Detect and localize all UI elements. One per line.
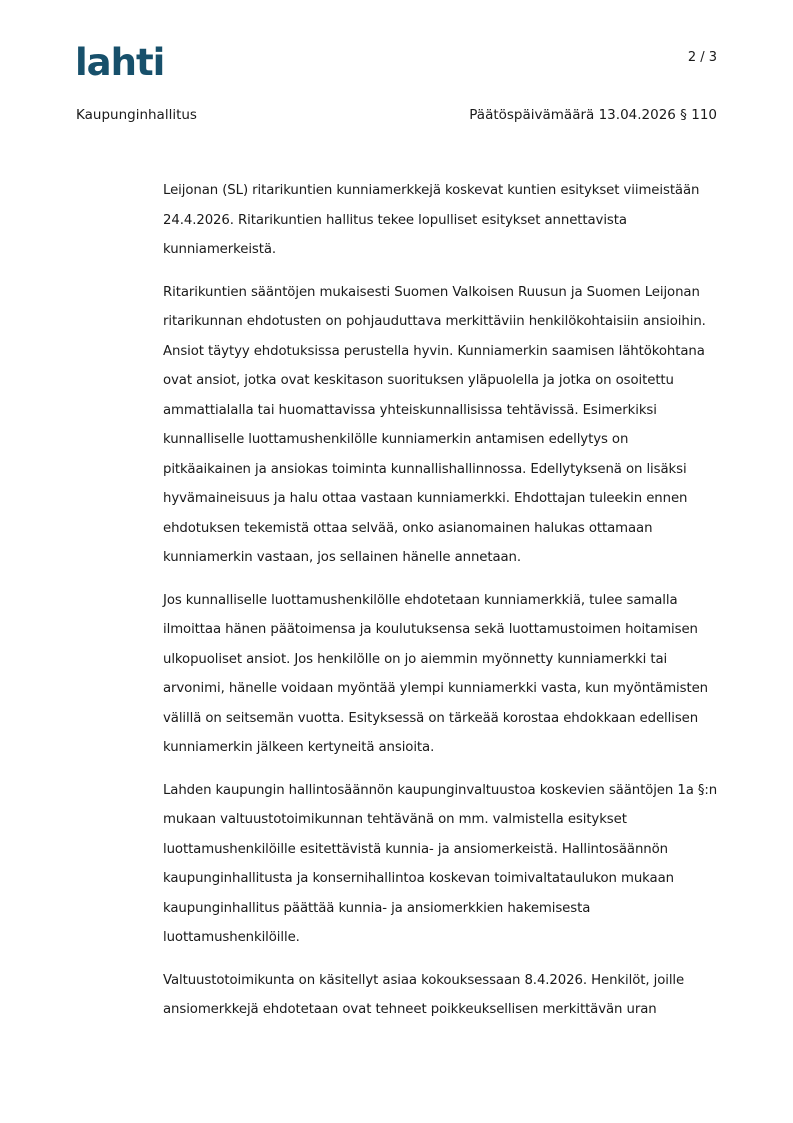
paragraph-line: pitkäaikainen ja ansiokas toiminta kunnallishallinnossa. Edellytyksenä on lisäksi: [163, 461, 687, 477]
document-body: [163, 176, 723, 1038]
paragraph-line: kunniamerkeistä.: [163, 242, 277, 257]
body-paragraph: [163, 278, 723, 573]
paragraph-line: kunniamerkin vastaan, jos sellainen hänelle annetaan.: [163, 550, 522, 565]
paragraph-line: arvonimi, hänelle voidaan myöntää ylempi kunniamerkki vasta, kun myöntämisten: [163, 681, 709, 696]
lahti-logo: lahti: [75, 41, 165, 84]
body-paragraph: [163, 586, 723, 763]
organization-name: Kaupunginhallitus: [76, 107, 197, 123]
paragraph-line: Leijonan (SL) ritarikuntien kunniamerkkejä koskevat kuntien esitykset viimeistään: [163, 183, 700, 198]
paragraph-line: kunniamerkin jälkeen kertyneitä ansioita.: [163, 740, 435, 755]
paragraph-line: kunnalliselle luottamushenkilölle kunniamerkin antamisen edellytys on: [163, 432, 629, 447]
paragraph-line: Lahden kaupungin hallintosäännön kaupunginvaltuustoa koskevien sääntöjen 1a §:n: [163, 782, 718, 798]
paragraph-line: mukaan valtuustotoimikunnan tehtävänä on mm. valmistella esitykset: [163, 812, 627, 827]
paragraph-line: ehdotuksen tekemistä ottaa selvää, onko asianomainen halukas ottamaan: [163, 520, 653, 536]
page-number: 2 / 3: [687, 50, 717, 65]
paragraph-line: ovat ansiot, jotka ovat keskitason suorituksen yläpuolella ja jotka on osoitettu: [163, 373, 674, 388]
paragraph-line: Valtuustotoimikunta on käsitellyt asiaa kokouksessaan 8.4.2026. Henkilöt, joille: [163, 972, 685, 988]
paragraph-line: 24.4.2026. Ritarikuntien hallitus tekee lopulliset esitykset annettavista: [163, 212, 627, 228]
paragraph-line: Ritarikuntien sääntöjen mukaisesti Suomen Valkoisen Ruusun ja Suomen Leijonan: [163, 284, 700, 300]
paragraph-line: Ansiot täytyy ehdotuksissa perustella hyvin. Kunniamerkin saamisen lähtökohtana: [163, 343, 705, 359]
paragraph-line: välillä on seitsemän vuotta. Esityksessä on tärkeää korostaa ehdokkaan edellisen: [163, 710, 699, 726]
paragraph-line: ammattialalla tai huomattavissa yhteiskunnallisissa tehtävissä. Esimerkiksi: [163, 402, 657, 418]
decision-date-section: Päätöspäivämäärä 13.04.2026 § 110: [469, 107, 717, 123]
paragraph-line: Jos kunnalliselle luottamushenkilölle ehdotetaan kunniamerkkiä, tulee samalla: [163, 592, 678, 608]
paragraph-line: luottamushenkilöille.: [163, 930, 300, 945]
body-paragraph: [163, 176, 723, 265]
paragraph-line: kaupunginhallitus päättää kunnia- ja ansiomerkkien hakemisesta: [163, 900, 591, 916]
paragraph-line: luottamushenkilöille esitettävistä kunnia- ja ansiomerkeistä. Hallintosäännön: [163, 841, 668, 857]
paragraph-line: kaupunginhallitusta ja konsernihallintoa koskevan toimivaltataulukon mukaan: [163, 871, 674, 886]
paragraph-line: ritarikunnan ehdotusten on pohjauduttava merkittäviin henkilökohtaisiin ansioihin.: [163, 314, 706, 329]
paragraph-line: hyvämaineisuus ja halu ottaa vastaan kunniamerkki. Ehdottajan tuleekin ennen: [163, 491, 688, 506]
paragraph-line: ansiomerkkejä ehdotetaan ovat tehneet poikkeuksellisen merkittävän uran: [163, 1002, 657, 1017]
body-paragraph: [163, 776, 723, 953]
body-paragraph: [163, 966, 723, 1025]
paragraph-line: ilmoittaa hänen päätoimensa ja koulutuksensa sekä luottamustoimen hoitamisen: [163, 622, 698, 637]
paragraph-line: ulkopuoliset ansiot. Jos henkilölle on jo aiemmin myönnetty kunniamerkki tai: [163, 651, 668, 667]
